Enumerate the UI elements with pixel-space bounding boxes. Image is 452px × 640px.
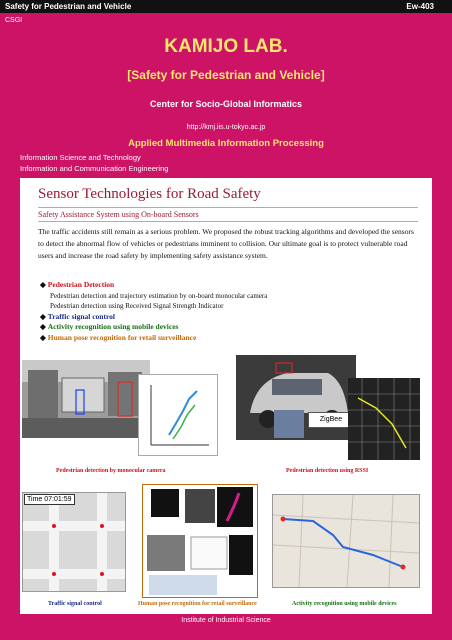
zigbee-label: ZigBee (319, 416, 343, 423)
caption-activity-recognition: Activity recognition using mobile devices (292, 601, 397, 607)
panel-body: The traffic accidents still remain as a serious problem. We proposed the robust tracking algorithms and developed the sensors to detect the abnormal flow of vehicles or pedestrians imminent to collision. Our ultimate goal is to protect vulnerable road users and increase the road safety by implementing safety assistance system. (38, 227, 414, 260)
caption-pedestrian-rssi: Pedestrian detection using RSSI (286, 468, 369, 474)
list-detail: Pedestrian detection using Received Signal Strength Indicator (50, 302, 224, 310)
activity-map-image (272, 494, 420, 588)
diamond-bullet-icon: ◆ (40, 322, 46, 331)
list-item: ◆ Activity recognition using mobile devices (40, 322, 179, 331)
department-1: Information Science and Technology (20, 153, 141, 162)
traffic-map-image (22, 492, 126, 592)
street-camera-image (22, 360, 150, 438)
panel-subtitle: Safety Assistance System using On-board Sensors (38, 210, 199, 219)
list-detail: Pedestrian detection and trajectory estimation by on-board monocular camera (50, 291, 268, 300)
footer-institute: Institute of Industrial Science (181, 617, 271, 624)
diamond-bullet-icon: ◆ (40, 311, 46, 321)
title-divider (38, 207, 418, 208)
list-item: ◆ Human pose recognition for retail surveillance (40, 332, 197, 342)
diamond-bullet-icon: ◆ (40, 280, 46, 289)
caption-pedestrian-camera: Pedestrian detection by monocular camera (56, 468, 166, 474)
lab-name: KAMIJO LAB. (164, 36, 288, 57)
caption-pose-recognition: Human pose recognition for retail surveillance (138, 601, 257, 607)
center-name: Center for Socio-Global Informatics (149, 99, 303, 109)
lab-subtitle: [Safety for Pedestrian and Vehicle] (127, 68, 325, 82)
header-bar (0, 0, 452, 13)
header-code: Ew-403 (406, 2, 434, 11)
rssi-grid-image (348, 378, 420, 460)
panel-title: Sensor Technologies for Road Safety (38, 186, 261, 202)
program-name: Applied Multimedia Information Processing (128, 138, 324, 149)
zigbee-device-image (274, 410, 304, 438)
topic-list (40, 280, 410, 343)
trajectory-plot (138, 374, 218, 456)
org-short: CSGI (5, 17, 23, 24)
lab-url[interactable]: http://kmj.iis.u-tokyo.ac.jp (186, 124, 266, 131)
header-title: Safety for Pedestrian and Vehicle (5, 2, 132, 11)
time-label: Time 07:01:59 (24, 494, 75, 505)
list-item: ◆ Traffic signal control (40, 311, 115, 321)
pose-recognition-image (142, 484, 258, 598)
content-panel (20, 178, 432, 614)
caption-traffic-signal: Traffic signal control (48, 601, 102, 607)
diamond-bullet-icon: ◆ (40, 332, 46, 342)
department-2: Information and Communication Engineering (20, 164, 169, 173)
subtitle-divider (38, 221, 418, 222)
list-item: ◆ Pedestrian Detection (40, 280, 115, 289)
